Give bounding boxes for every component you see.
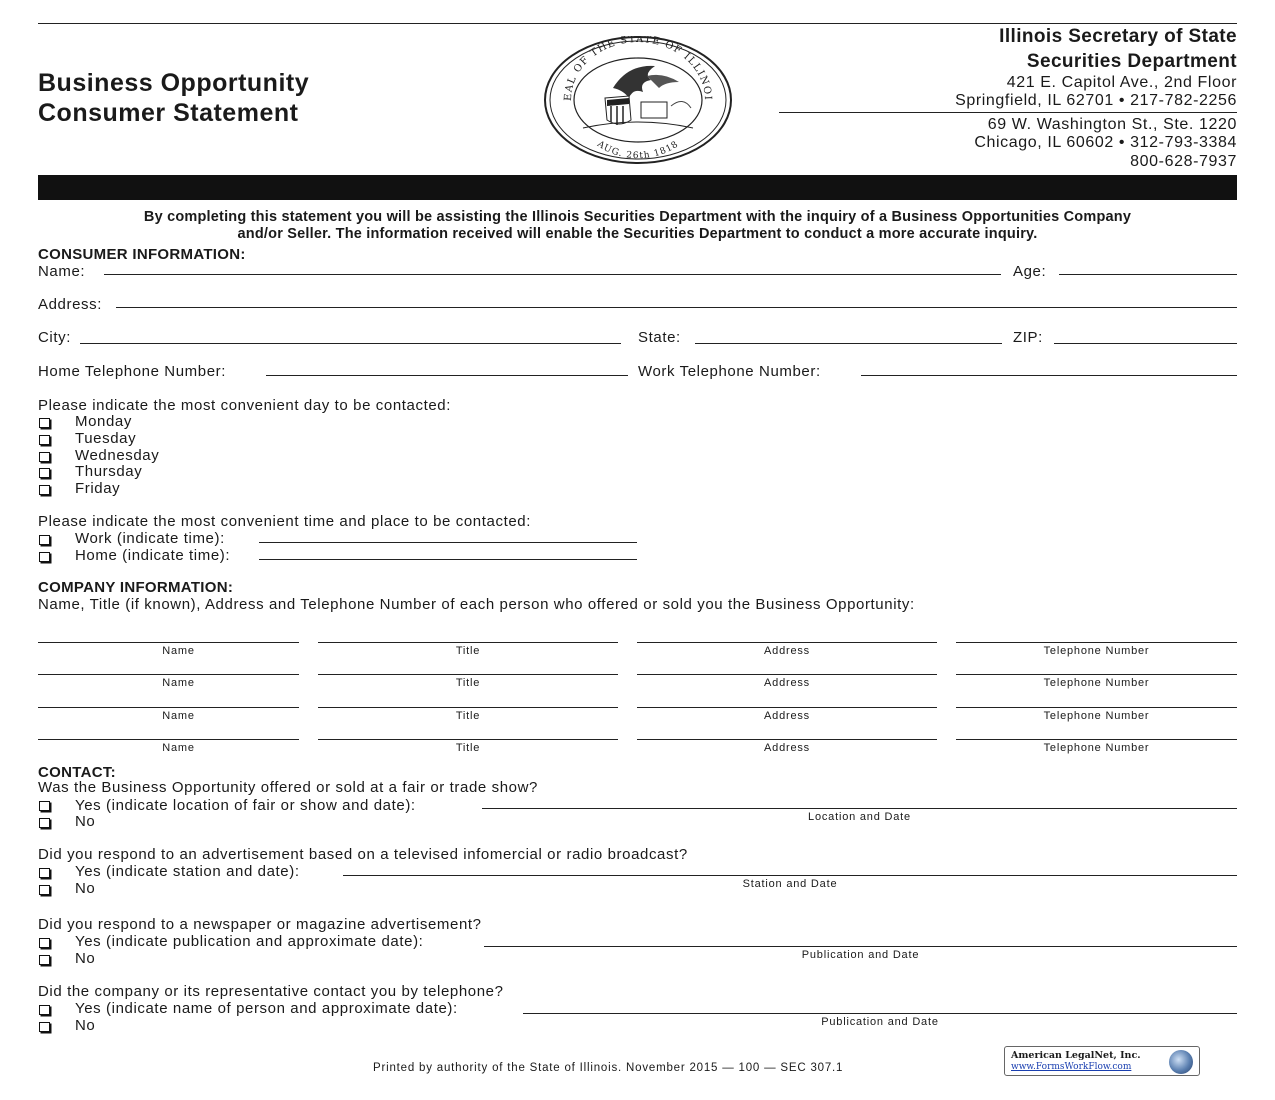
q1-caption: Location and Date	[808, 811, 911, 823]
company-prompt: Name, Title (if known), Address and Telephone Number of each person who offered or sold you the Business Opportunity:	[38, 596, 915, 613]
age-label: Age:	[1013, 263, 1047, 280]
company-row2-phone-field[interactable]	[956, 674, 1237, 675]
state-label: State:	[638, 329, 681, 346]
vendor-badge[interactable]	[1004, 1046, 1200, 1076]
address-divider	[779, 112, 1237, 113]
company-row2-title-field[interactable]	[318, 674, 618, 675]
q1-yes-label: Yes (indicate location of fair or show and date):	[75, 797, 416, 814]
springfield-address: 421 E. Capitol Ave., 2nd Floor	[1006, 74, 1237, 91]
home-phone-field[interactable]	[266, 375, 628, 376]
q1-yes-checkbox[interactable]	[39, 801, 50, 811]
monday-checkbox[interactable]	[39, 418, 50, 428]
q3-yes-checkbox[interactable]	[39, 938, 50, 948]
state-seal	[543, 36, 733, 164]
intro-text	[38, 209, 1237, 243]
department-name: Securities Department	[1026, 51, 1237, 72]
seal-graphic	[543, 36, 733, 164]
q1-text: Was the Business Opportunity offered or sold at a fair or trade show?	[38, 779, 538, 796]
company-row4-name-field[interactable]	[38, 739, 299, 740]
company-row1-phone-field[interactable]	[956, 642, 1237, 643]
springfield-city-phone: Springfield, IL 62701 • 217-782-2256	[955, 92, 1237, 109]
company-row3-title-field[interactable]	[318, 707, 618, 708]
company-row1-phone-caption: Telephone Number	[1043, 645, 1150, 657]
chicago-address: 69 W. Washington St., Ste. 1220	[987, 116, 1237, 133]
company-row4-title-caption: Title	[455, 742, 481, 754]
q4-yes-label: Yes (indicate name of person and approximate date):	[75, 1000, 458, 1017]
seal-text-top: EAL OF THE STATE OF ILLINOI	[562, 36, 714, 102]
thursday-label: Thursday	[75, 463, 143, 480]
company-row3-name-field[interactable]	[38, 707, 299, 708]
address-field[interactable]	[116, 307, 1237, 308]
friday-checkbox[interactable]	[39, 485, 50, 495]
company-row2-name-caption: Name	[162, 677, 195, 689]
thursday-checkbox[interactable]	[39, 468, 50, 478]
company-row1-name-caption: Name	[162, 645, 195, 657]
company-row3-title-caption: Title	[455, 710, 481, 722]
state-field[interactable]	[695, 343, 1002, 344]
home-time-field[interactable]	[259, 559, 637, 560]
company-row2-title-caption: Title	[455, 677, 481, 689]
company-row3-name-caption: Name	[162, 710, 195, 722]
q2-yes-checkbox[interactable]	[39, 868, 50, 878]
company-row4-address-caption: Address	[764, 742, 810, 754]
consumer-heading: CONSUMER INFORMATION:	[38, 246, 246, 263]
seal-text-bottom: AUG. 26th 1818	[595, 139, 681, 162]
wednesday-label: Wednesday	[75, 447, 160, 464]
q3-text: Did you respond to a newspaper or magazine advertisement?	[38, 916, 482, 933]
company-row2-name-field[interactable]	[38, 674, 299, 675]
company-row3-phone-field[interactable]	[956, 707, 1237, 708]
wednesday-checkbox[interactable]	[39, 452, 50, 462]
q1-no-label: No	[75, 813, 96, 830]
contact-heading: CONTACT:	[38, 764, 116, 781]
q4-person-date-field[interactable]	[523, 1013, 1237, 1014]
q2-text: Did you respond to an advertisement based on a televised infomercial or radio broadcast?	[38, 846, 688, 863]
q4-text: Did the company or its representative contact you by telephone?	[38, 983, 504, 1000]
work-phone-field[interactable]	[861, 375, 1237, 376]
agency-name: Illinois Secretary of State	[999, 26, 1237, 47]
q4-no-checkbox[interactable]	[39, 1022, 50, 1032]
intro-line1: By completing this statement you will be assisting the Illinois Securities Department with the inquiry of a Business Opportunities Company	[143, 209, 1132, 225]
company-row2-phone-caption: Telephone Number	[1043, 677, 1150, 689]
q4-no-label: No	[75, 1017, 96, 1034]
company-row4-phone-caption: Telephone Number	[1043, 742, 1150, 754]
q2-station-date-field[interactable]	[343, 875, 1237, 876]
company-row4-name-caption: Name	[162, 742, 195, 754]
q3-publication-date-field[interactable]	[484, 946, 1237, 947]
company-row1-address-caption: Address	[764, 645, 810, 657]
company-row1-title-field[interactable]	[318, 642, 618, 643]
toll-free-number: 800-628-7937	[1130, 153, 1237, 170]
work-time-label: Work (indicate time):	[75, 530, 225, 547]
top-rule	[38, 23, 1237, 24]
form-title-line1: Business Opportunity	[38, 69, 310, 97]
day-prompt: Please indicate the most convenient day to be contacted:	[38, 397, 452, 414]
chicago-city-phone: Chicago, IL 60602 • 312-793-3384	[974, 134, 1237, 151]
q4-caption: Publication and Date	[821, 1016, 939, 1028]
company-row4-address-field[interactable]	[637, 739, 937, 740]
name-label: Name:	[38, 263, 86, 280]
q2-no-checkbox[interactable]	[39, 885, 50, 895]
q3-no-label: No	[75, 950, 96, 967]
q1-no-checkbox[interactable]	[39, 818, 50, 828]
time-prompt: Please indicate the most convenient time and place to be contacted:	[38, 513, 531, 530]
age-field[interactable]	[1059, 274, 1237, 275]
work-time-checkbox[interactable]	[39, 535, 50, 545]
vendor-name: American LegalNet, Inc.	[1011, 1050, 1141, 1061]
zip-label: ZIP:	[1013, 329, 1043, 346]
work-time-field[interactable]	[259, 542, 637, 543]
company-row1-address-field[interactable]	[637, 642, 937, 643]
city-label: City:	[38, 329, 71, 346]
q3-yes-label: Yes (indicate publication and approximate date):	[75, 933, 424, 950]
q3-caption: Publication and Date	[801, 949, 920, 961]
company-row2-address-caption: Address	[764, 677, 810, 689]
company-row2-address-field[interactable]	[637, 674, 937, 675]
q3-no-checkbox[interactable]	[39, 955, 50, 965]
q1-location-date-field[interactable]	[482, 808, 1237, 809]
q2-caption: Station and Date	[742, 878, 838, 890]
vendor-url[interactable]: www.FormsWorkFlow.com	[1011, 1062, 1132, 1072]
header-bar	[38, 175, 1237, 200]
monday-label: Monday	[75, 413, 132, 430]
company-row3-phone-caption: Telephone Number	[1043, 710, 1150, 722]
zip-field[interactable]	[1054, 343, 1237, 344]
q2-yes-label: Yes (indicate station and date):	[75, 863, 300, 880]
company-row4-phone-field[interactable]	[956, 739, 1237, 740]
city-field[interactable]	[80, 343, 621, 344]
company-heading: COMPANY INFORMATION:	[38, 579, 234, 596]
name-field[interactable]	[104, 274, 1001, 275]
company-row1-title-caption: Title	[455, 645, 481, 657]
tuesday-checkbox[interactable]	[39, 435, 50, 445]
company-row1-name-field[interactable]	[38, 642, 299, 643]
friday-label: Friday	[75, 480, 121, 497]
footer-authority: Printed by authority of the State of Illinois. November 2015 — 100 — SEC 307.1	[373, 1062, 844, 1074]
company-row3-address-caption: Address	[764, 710, 810, 722]
home-time-checkbox[interactable]	[39, 552, 50, 562]
work-phone-label: Work Telephone Number:	[638, 363, 821, 380]
tuesday-label: Tuesday	[75, 430, 137, 447]
form-title	[38, 68, 309, 128]
globe-icon	[1169, 1050, 1193, 1074]
home-time-label: Home (indicate time):	[75, 547, 231, 564]
company-row4-title-field[interactable]	[318, 739, 618, 740]
q2-no-label: No	[75, 880, 96, 897]
intro-line2: and/or Seller. The information received will enable the Securities Department to conduct a more accurate inquiry.	[237, 226, 1038, 242]
q4-yes-checkbox[interactable]	[39, 1005, 50, 1015]
form-title-line2: Consumer Statement	[38, 99, 299, 127]
home-phone-label: Home Telephone Number:	[38, 363, 227, 380]
address-label: Address:	[38, 296, 102, 313]
company-row3-address-field[interactable]	[637, 707, 937, 708]
